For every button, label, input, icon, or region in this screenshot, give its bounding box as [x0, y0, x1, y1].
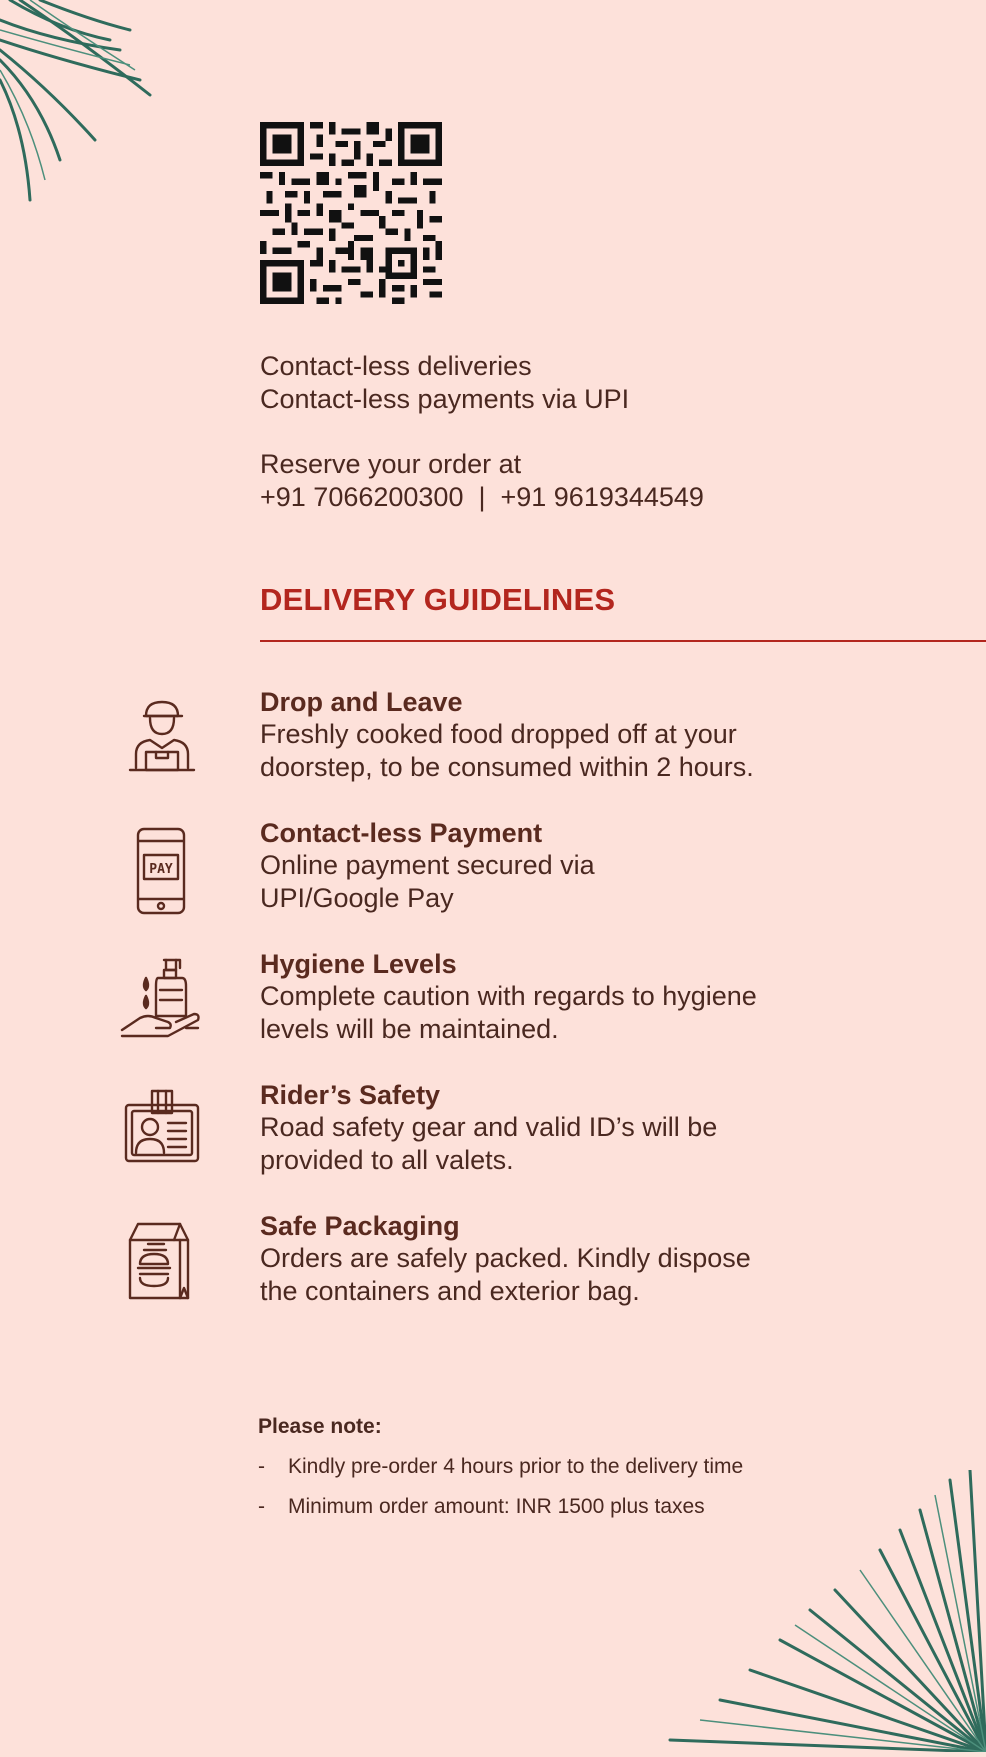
please-note-block: [258, 1415, 858, 1535]
info-contactless-payments: Contact-less payments via UPI: [260, 384, 630, 414]
guideline-title: Hygiene Levels: [260, 949, 457, 979]
palm-leaf-top-left: [0, 0, 170, 210]
sanitizer-hand-icon: [120, 956, 204, 1040]
guideline-drop-and-leave: [0, 686, 986, 806]
section-divider: [260, 640, 986, 642]
note-item: [258, 1495, 858, 1519]
guideline-desc-line2: the containers and exterior bag.: [260, 1276, 640, 1306]
guideline-desc-line2: UPI/Google Pay: [260, 883, 454, 913]
guideline-desc-line1: Online payment secured via: [260, 850, 595, 880]
contact-info: [260, 350, 704, 514]
note-title: Please note:: [258, 1415, 382, 1438]
info-phone-numbers: +91 7066200300 | +91 9619344549: [260, 482, 704, 512]
info-contactless-deliveries: Contact-less deliveries: [260, 351, 532, 381]
pay-icon-label: PAY: [149, 862, 173, 877]
guideline-desc-line1: Freshly cooked food dropped off at your: [260, 719, 737, 749]
guideline-riders-safety: [0, 1079, 986, 1199]
section-title: DELIVERY GUIDELINES: [260, 582, 616, 617]
note-item: [258, 1455, 858, 1479]
guideline-title: Contact-less Payment: [260, 818, 543, 848]
guideline-title: Safe Packaging: [260, 1211, 460, 1241]
delivery-person-icon: [120, 694, 204, 778]
guideline-desc-line2: levels will be maintained.: [260, 1014, 559, 1044]
guideline-desc-line2: provided to all valets.: [260, 1145, 514, 1175]
guideline-contactless-payment: [0, 817, 986, 937]
id-card-icon: [120, 1087, 204, 1171]
note-item-text: Kindly pre-order 4 hours prior to the delivery time: [288, 1455, 744, 1478]
guideline-desc-line1: Orders are safely packed. Kindly dispose: [260, 1243, 751, 1273]
note-dash: -: [258, 1455, 265, 1478]
guideline-hygiene-levels: [0, 948, 986, 1068]
info-reserve-label: Reserve your order at: [260, 449, 522, 479]
guideline-desc-line1: Complete caution with regards to hygiene: [260, 981, 757, 1011]
mobile-pay-icon: [120, 825, 204, 917]
guideline-desc-line1: Road safety gear and valid ID’s will be: [260, 1112, 718, 1142]
note-item-text: Minimum order amount: INR 1500 plus taxes: [288, 1495, 705, 1518]
guideline-safe-packaging: [0, 1210, 986, 1330]
note-dash: -: [258, 1495, 265, 1518]
qr-code: [260, 122, 442, 304]
guideline-title: Rider’s Safety: [260, 1080, 441, 1110]
guideline-desc-line2: doorstep, to be consumed within 2 hours.: [260, 752, 754, 782]
food-bag-icon: [120, 1218, 204, 1302]
guideline-title: Drop and Leave: [260, 687, 463, 717]
